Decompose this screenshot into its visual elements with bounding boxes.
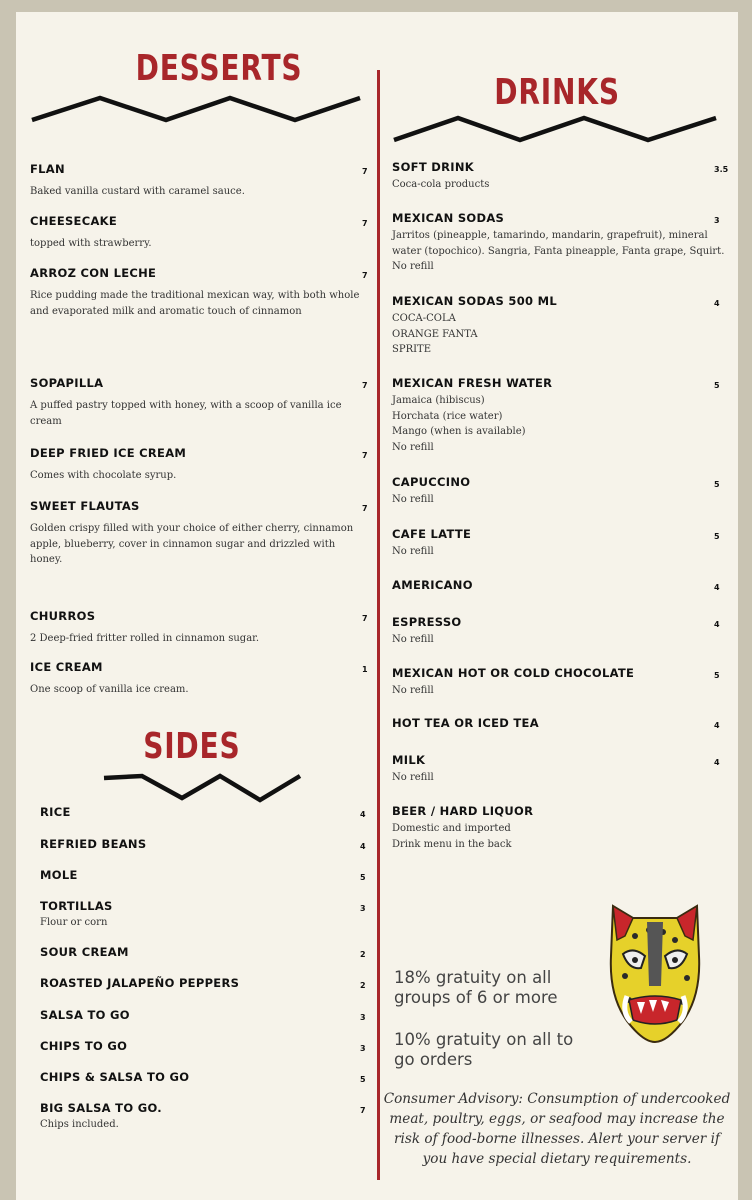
item-name: BEER / HARD LIQUOR bbox=[392, 804, 534, 818]
gratuity-togo-line: 10% gratuity on all to bbox=[394, 1030, 574, 1049]
item-price: 2 bbox=[360, 950, 366, 959]
item-price: 4 bbox=[360, 810, 366, 819]
item-price: 3 bbox=[360, 1044, 366, 1053]
description-line: Flour or corn bbox=[40, 917, 108, 928]
description-line: Jamaica (hibiscus) bbox=[392, 395, 485, 406]
item-price: 4 bbox=[714, 721, 720, 730]
description-line: No refill bbox=[392, 685, 434, 696]
desserts-heading: DESSERTS bbox=[135, 48, 303, 89]
description-line: Baked vanilla custard with caramel sauce. bbox=[30, 186, 245, 197]
item-price: 7 bbox=[362, 614, 368, 623]
sides-heading: SIDES bbox=[143, 726, 241, 767]
item-name: BIG SALSA TO GO. bbox=[40, 1101, 162, 1115]
description-line: COCA-COLA bbox=[392, 313, 456, 324]
item-description bbox=[392, 177, 489, 193]
item-price: 5 bbox=[714, 480, 720, 489]
description-line: A puffed pastry topped with honey, with a scoop of vanilla ice bbox=[30, 400, 342, 411]
item-description bbox=[392, 821, 512, 852]
item-name: MEXICAN FRESH WATER bbox=[392, 376, 553, 390]
description-line: Comes with chocolate syrup. bbox=[30, 470, 177, 481]
item-name: ROASTED JALAPEÑO PEPPERS bbox=[40, 976, 240, 990]
item-name: TORTILLAS bbox=[40, 899, 113, 913]
description-line: One scoop of vanilla ice cream. bbox=[30, 684, 189, 695]
item-name: ESPRESSO bbox=[392, 615, 462, 629]
description-line: ORANGE FANTA bbox=[392, 328, 478, 340]
item-name: MOLE bbox=[40, 868, 78, 882]
item-price: 4 bbox=[360, 842, 366, 851]
item-price: 4 bbox=[714, 299, 720, 308]
item-price: 5 bbox=[714, 532, 720, 541]
item-description bbox=[392, 228, 724, 275]
item-description bbox=[30, 521, 353, 568]
desserts-zigzag-decoration bbox=[30, 92, 365, 126]
description-line: Jarritos (pineapple, tamarindo, mandarin, grapefruit), mineral bbox=[392, 230, 708, 241]
gratuity-group-note bbox=[394, 968, 558, 1008]
item-name: SALSA TO GO bbox=[40, 1008, 130, 1022]
item-price: 4 bbox=[714, 758, 720, 767]
item-price: 7 bbox=[362, 451, 368, 460]
description-line: Golden crispy filled with your choice of either cherry, cinnamon bbox=[30, 523, 354, 534]
item-description bbox=[40, 1117, 119, 1133]
item-price: 7 bbox=[362, 167, 368, 176]
item-price: 2 bbox=[360, 981, 366, 990]
item-description bbox=[392, 393, 526, 455]
item-description bbox=[30, 398, 342, 429]
item-name: SOUR CREAM bbox=[40, 945, 129, 959]
item-price: 5 bbox=[360, 1075, 366, 1084]
item-price: 3.5 bbox=[714, 165, 729, 174]
description-line: No refill bbox=[392, 494, 434, 505]
sides-zigzag-decoration bbox=[102, 772, 304, 804]
item-price: 7 bbox=[362, 219, 368, 228]
column-divider bbox=[377, 70, 380, 1180]
description-line: Drink menu in the back bbox=[392, 838, 512, 850]
item-name: ICE CREAM bbox=[30, 660, 103, 674]
item-name: AMERICANO bbox=[392, 578, 473, 592]
description-line: water (topochico). Sangria, Fanta pineapple, Fanta grape, Squirt. bbox=[392, 245, 725, 257]
item-name: CHEESECAKE bbox=[30, 214, 118, 228]
item-name: DEEP FRIED ICE CREAM bbox=[30, 446, 187, 460]
item-description bbox=[392, 770, 434, 786]
item-description bbox=[30, 682, 189, 698]
item-price: 7 bbox=[362, 504, 368, 513]
item-name: RICE bbox=[40, 805, 71, 819]
item-name: MEXICAN SODAS 500 ML bbox=[392, 294, 557, 308]
item-name: MEXICAN SODAS bbox=[392, 211, 505, 225]
item-price: 7 bbox=[360, 1106, 366, 1115]
item-name: CHIPS TO GO bbox=[40, 1039, 128, 1053]
item-price: 4 bbox=[714, 583, 720, 592]
description-line: Domestic and imported bbox=[392, 823, 511, 834]
item-description bbox=[30, 236, 152, 252]
item-description bbox=[392, 683, 434, 699]
item-price: 3 bbox=[714, 216, 720, 225]
item-description bbox=[30, 631, 259, 647]
gratuity-group-line: 18% gratuity on all bbox=[394, 968, 552, 987]
item-name: CHURROS bbox=[30, 609, 96, 623]
item-price: 1 bbox=[362, 665, 368, 674]
item-name: ARROZ CON LECHE bbox=[30, 266, 157, 280]
description-line: No refill bbox=[392, 546, 434, 557]
description-line: No refill bbox=[392, 634, 434, 645]
description-line: Rice pudding made the traditional mexican way, with both whole bbox=[30, 290, 360, 301]
description-line: topped with strawberry. bbox=[30, 238, 152, 249]
description-line: No refill bbox=[392, 261, 434, 272]
item-name: REFRIED BEANS bbox=[40, 837, 147, 851]
item-description bbox=[30, 288, 359, 319]
item-price: 7 bbox=[362, 271, 368, 280]
item-price: 5 bbox=[360, 873, 366, 882]
item-description bbox=[40, 915, 107, 931]
item-name: MEXICAN HOT OR COLD CHOCOLATE bbox=[392, 666, 635, 680]
consumer-advisory: Consumer Advisory: Consumption of undercooked meat, poultry, eggs, or seafood may increase the risk of food-borne illnesses. Alert your server if you have special dietary requirements. bbox=[383, 1091, 731, 1167]
item-price: 3 bbox=[360, 1013, 366, 1022]
item-price: 4 bbox=[714, 620, 720, 629]
item-description bbox=[30, 468, 176, 484]
item-description bbox=[392, 632, 434, 648]
gratuity-togo-note bbox=[394, 1030, 573, 1070]
item-price: 5 bbox=[714, 671, 720, 680]
jaguar-mask-icon bbox=[605, 896, 705, 1046]
item-name: SOPAPILLA bbox=[30, 376, 104, 390]
item-description bbox=[392, 544, 434, 560]
description-line: Coca-cola products bbox=[392, 179, 490, 190]
item-name: MILK bbox=[392, 753, 426, 767]
item-description bbox=[30, 184, 245, 200]
description-line: Chips included. bbox=[40, 1119, 119, 1130]
item-price: 5 bbox=[714, 381, 720, 390]
item-name: HOT TEA OR ICED TEA bbox=[392, 716, 539, 730]
item-name: CAPUCCINO bbox=[392, 475, 471, 489]
item-name: CHIPS & SALSA TO GO bbox=[40, 1070, 190, 1084]
description-line: SPRITE bbox=[392, 344, 432, 355]
description-line: No refill bbox=[392, 772, 434, 783]
item-name: SOFT DRINK bbox=[392, 160, 474, 174]
item-description bbox=[392, 492, 434, 508]
description-line: Mango (when is available) bbox=[392, 426, 526, 437]
drinks-heading: DRINKS bbox=[494, 72, 620, 113]
item-description bbox=[392, 311, 478, 358]
description-line: and evaporated milk and aromatic touch of cinnamon bbox=[30, 305, 302, 317]
description-line: No refill bbox=[392, 441, 434, 453]
description-line: cream bbox=[30, 415, 62, 427]
gratuity-togo-line: go orders bbox=[394, 1050, 473, 1069]
description-line: Horchata (rice water) bbox=[392, 410, 503, 422]
item-name: FLAN bbox=[30, 162, 65, 176]
item-name: SWEET FLAUTAS bbox=[30, 499, 140, 513]
item-name: CAFE LATTE bbox=[392, 527, 472, 541]
description-line: apple, blueberry, cover in cinnamon sugar and drizzled with bbox=[30, 538, 336, 550]
description-line: 2 Deep-fried fritter rolled in cinnamon sugar. bbox=[30, 633, 260, 644]
gratuity-group-line: groups of 6 or more bbox=[394, 988, 558, 1007]
drinks-zigzag-decoration bbox=[392, 112, 720, 146]
item-price: 7 bbox=[362, 381, 368, 390]
description-line: honey. bbox=[30, 554, 63, 565]
item-price: 3 bbox=[360, 904, 366, 913]
